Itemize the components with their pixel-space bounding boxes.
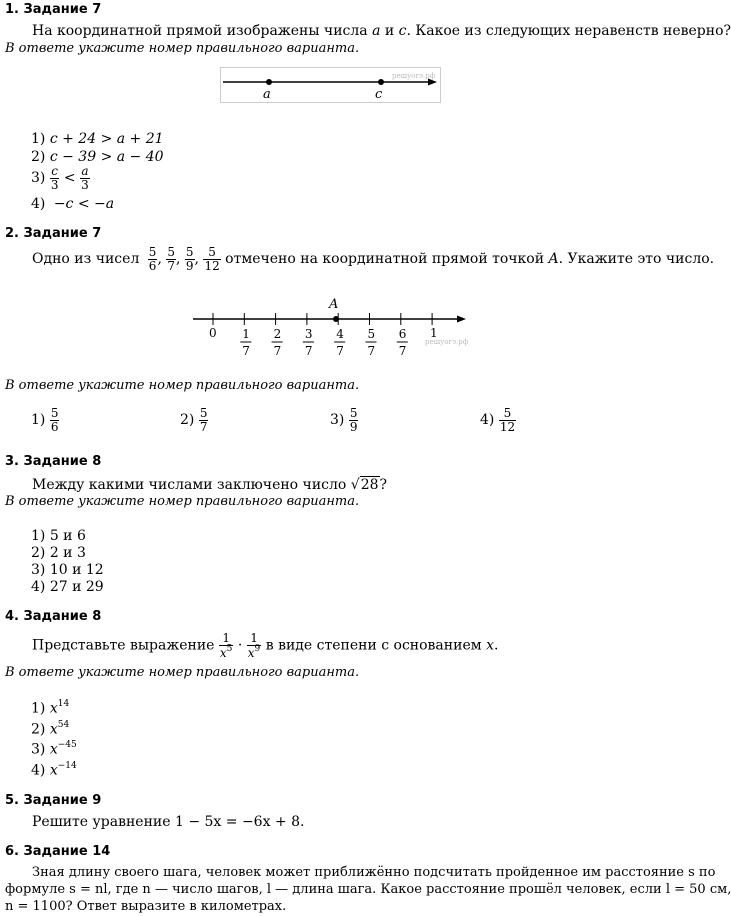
fraction: $\frac{5}{6}$ xyxy=(148,245,157,273)
task-5-question: Решите уравнение 1 − 5x = −6x + 8. xyxy=(32,814,305,830)
task-4-option-1: 1) $x^{14}$ xyxy=(31,699,70,717)
task-4-option-4: 4) $x^{-14}$ xyxy=(31,761,77,779)
task-5-heading: 5. Задание 9 xyxy=(5,793,102,808)
tick-label-numerator: 1 xyxy=(242,327,250,341)
tick-label-numerator: 4 xyxy=(336,327,344,341)
fraction: $\frac{a}{3}$ xyxy=(81,164,89,192)
task-1-option-2: 2) c − 39 > a − 40 xyxy=(31,149,164,165)
watermark: решуогэ.рф xyxy=(392,72,436,80)
fraction: $\frac{5}{6}$ xyxy=(50,406,59,434)
tick-label-denominator: 7 xyxy=(398,344,407,358)
task-2-heading: 2. Задание 7 xyxy=(5,226,102,241)
task-1-number-line xyxy=(220,67,441,103)
tick-label-denominator: 7 xyxy=(242,344,250,358)
task-1-option-3: 3) $\frac{c}{3}$ < $\frac{a}{3}$ xyxy=(31,164,89,192)
task-2-note: В ответе укажите номер правильного варианта. xyxy=(5,378,360,393)
task-3-option-1: 1) 5 и 6 xyxy=(31,528,86,544)
tick-label-numerator: 6 xyxy=(398,327,407,341)
task-2-option-2: 2) $\frac{5}{7}$ xyxy=(180,406,208,434)
fraction: $\frac{1}{x^9}$ xyxy=(247,631,261,660)
task-3-option-3: 3) 10 и 12 xyxy=(31,562,104,578)
task-1-option-4: 4) −c < −a xyxy=(31,196,115,212)
tick-label-denominator: 7 xyxy=(304,344,313,358)
task-4-question: Представьте выражение $\frac{1}{x^5}$ · $\frac{1}{x^9}$ в виде степени с основанием x. xyxy=(32,631,499,660)
task-2-option-4: 4) $\frac{5}{12}$ xyxy=(480,406,516,434)
tick-label-numerator: 5 xyxy=(367,327,376,341)
tick-label-denominator: 7 xyxy=(273,344,282,358)
task-2-option-1: 1) $\frac{5}{6}$ xyxy=(31,406,59,434)
task-3-note: В ответе укажите номер правильного варианта. xyxy=(5,494,360,509)
sqrt-expression: √28 xyxy=(350,477,379,493)
fraction: $\frac{5}{9}$ xyxy=(349,406,358,434)
axis-arrow xyxy=(457,316,466,323)
point-A xyxy=(333,316,339,322)
tick-label-denominator: 7 xyxy=(336,344,344,358)
task-2-question: Одно из чисел $\frac{5}{6}$ , $\frac{5}{7}$ , $\frac{5}{9}$ , $\frac{5}{12}$ отмечено на координатной прямой точкой A. Укажите это число. xyxy=(32,245,715,273)
task-6-heading: 6. Задание 14 xyxy=(5,844,111,859)
watermark: решуогэ.рф xyxy=(425,338,469,346)
task-2-option-3: 3) $\frac{5}{9}$ xyxy=(330,406,358,434)
fraction: $\frac{5}{9}$ xyxy=(185,245,194,273)
task-4-option-3: 3) $x^{-45}$ xyxy=(31,740,77,758)
task-3-question: Между какими числами заключено число √28? xyxy=(32,477,388,493)
fraction: $\frac{5}{7}$ xyxy=(167,245,175,273)
task-1-option-1: 1) c + 24 > a + 21 xyxy=(31,131,164,147)
fraction: $\frac{5}{7}$ xyxy=(199,406,208,434)
task-1-heading: 1. Задание 7 xyxy=(5,2,102,17)
fraction: $\frac{c}{3}$ xyxy=(50,164,59,192)
task-6-line-3: n = 1100? Ответ выразите в километрах. xyxy=(5,899,287,914)
task-6-line-1: Зная длину своего шага, человек может приближённо подсчитать пройденное им расстояние s по xyxy=(32,865,716,880)
task-1-note: В ответе укажите номер правильного варианта. xyxy=(5,41,360,56)
task-4-note: В ответе укажите номер правильного варианта. xyxy=(5,665,360,680)
task-2-number-line xyxy=(190,295,475,365)
task-3-option-4: 4) 27 и 29 xyxy=(31,579,104,595)
task-1-question: На координатной прямой изображены числа a и c. Какое из следующих неравенств неверно? xyxy=(32,23,731,39)
tick-label-one: 1 xyxy=(430,326,438,340)
label-a: a xyxy=(263,87,271,102)
tick-label-denominator: 7 xyxy=(367,344,376,358)
fraction: $\frac{1}{x^5}$ xyxy=(219,631,233,660)
point-a xyxy=(266,79,272,85)
point-c xyxy=(378,79,384,85)
tick-label-numerator: 3 xyxy=(304,327,313,341)
task-3-option-2: 2) 2 и 3 xyxy=(31,545,86,561)
task-3-heading: 3. Задание 8 xyxy=(5,454,102,469)
tick-label-numerator: 2 xyxy=(273,327,282,341)
point-A-label: A xyxy=(329,297,339,312)
task-4-heading: 4. Задание 8 xyxy=(5,609,102,624)
task-4-option-2: 2) $x^{54}$ xyxy=(31,720,70,738)
fraction: $\frac{5}{12}$ xyxy=(499,406,516,434)
task-6-line-2: формуле s = nl, где n — число шагов, l — длина шага. Какое расстояние прошёл человек, если l = 50 см, xyxy=(5,882,731,897)
tick-label-zero: 0 xyxy=(209,326,217,340)
fraction: $\frac{5}{12}$ xyxy=(204,245,220,273)
label-c: c xyxy=(375,87,383,102)
